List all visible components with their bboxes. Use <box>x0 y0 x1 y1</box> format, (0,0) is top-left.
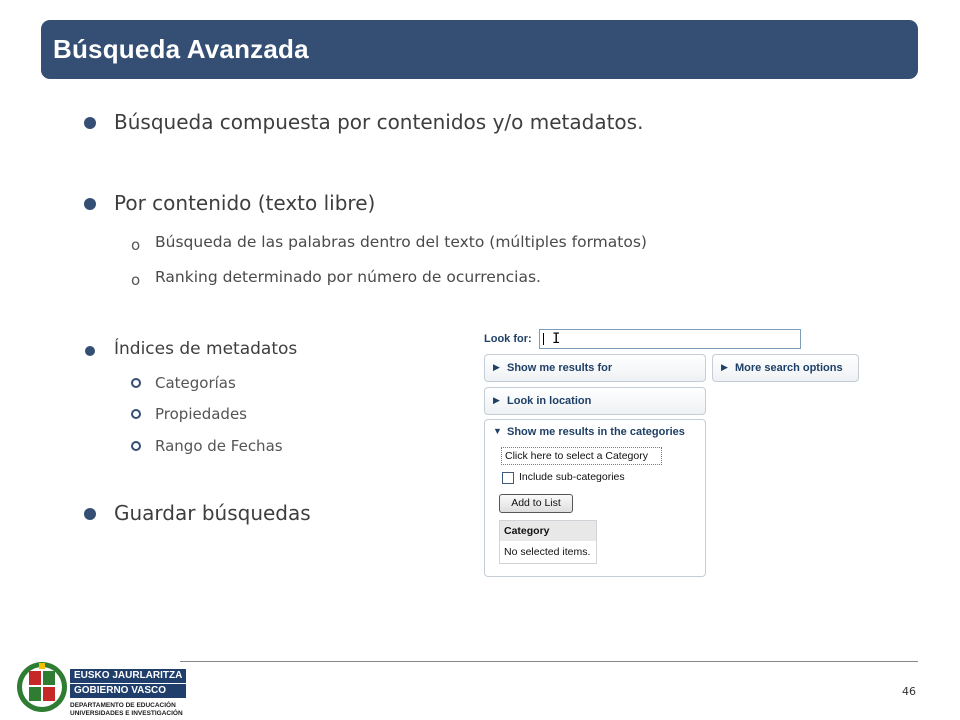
bullet-text-por-contenido: Por contenido (texto libre) <box>114 191 376 215</box>
triangle-right-icon: ▶ <box>493 395 500 405</box>
triangle-right-icon: ▶ <box>721 362 728 372</box>
logo-dept-line-1: DEPARTAMENTO DE EDUCACIÓN <box>70 702 176 709</box>
text-cursor <box>543 333 544 345</box>
advanced-search-screenshot <box>478 322 864 584</box>
gobierno-vasco-logo <box>10 659 183 720</box>
look-in-location-panel[interactable] <box>484 387 706 415</box>
logo-department <box>70 702 183 718</box>
look-in-location-label: Look in location <box>507 395 592 407</box>
bullet-text-contenidos-metadatos: Búsqueda compuesta por contenidos y/o metadatos. <box>114 110 644 134</box>
category-table <box>499 520 597 564</box>
show-results-for-panel[interactable] <box>484 354 706 382</box>
show-results-for-label: Show me results for <box>507 362 613 374</box>
include-subcategories-label: Include sub-categories <box>519 471 625 483</box>
add-to-list-button[interactable]: Add to List <box>499 494 573 513</box>
look-for-label: Look for: <box>484 333 532 345</box>
sub-bullet-ring <box>131 441 141 451</box>
sub-bullet-text: Rango de Fechas <box>155 437 283 455</box>
categories-panel <box>484 419 706 577</box>
ibeam-cursor-icon: I <box>552 331 561 347</box>
footer-divider <box>180 661 918 662</box>
bullet-dot <box>84 508 96 520</box>
sub-bullet-text: Propiedades <box>155 405 247 423</box>
category-column-header: Category <box>500 521 596 541</box>
look-for-input[interactable] <box>539 329 801 349</box>
include-subcategories-checkbox[interactable] <box>502 472 514 484</box>
logo-line-1: EUSKO JAURLARITZA <box>70 669 186 683</box>
bullet-dot <box>85 346 95 356</box>
bullet-text-guardar-busquedas: Guardar búsquedas <box>114 501 311 525</box>
sub-bullet-text: Búsqueda de las palabras dentro del texto (múltiples formatos) <box>155 233 647 251</box>
bullet-dot <box>84 198 96 210</box>
coat-of-arms-icon <box>16 659 68 715</box>
bullet-dot <box>84 117 96 129</box>
logo-line-2: GOBIERNO VASCO <box>70 684 186 698</box>
sub-bullet-ring <box>131 378 141 388</box>
logo-dept-line-2: UNIVERSIDADES E INVESTIGACIÓN <box>70 710 183 717</box>
sub-bullet-text: Ranking determinado por número de ocurrencias. <box>155 268 541 286</box>
sub-bullet-ring <box>131 409 141 419</box>
triangle-right-icon: ▶ <box>493 362 500 372</box>
title-bar <box>41 20 918 79</box>
page-number: 46 <box>902 685 916 698</box>
more-search-options-panel[interactable] <box>712 354 859 382</box>
select-category-field[interactable]: Click here to select a Category <box>501 447 662 465</box>
categories-panel-label[interactable]: Show me results in the categories <box>507 426 685 438</box>
sub-bullet-text: Categorías <box>155 374 236 392</box>
triangle-down-icon[interactable]: ▼ <box>493 426 502 436</box>
more-search-options-label: More search options <box>735 362 843 374</box>
sub-bullet-marker: o <box>131 271 141 289</box>
sub-bullet-marker: o <box>131 236 141 254</box>
slide-title: Búsqueda Avanzada <box>53 34 309 64</box>
category-empty-text: No selected items. <box>504 546 591 558</box>
bullet-text-indices-metadatos: Índices de metadatos <box>114 339 298 359</box>
